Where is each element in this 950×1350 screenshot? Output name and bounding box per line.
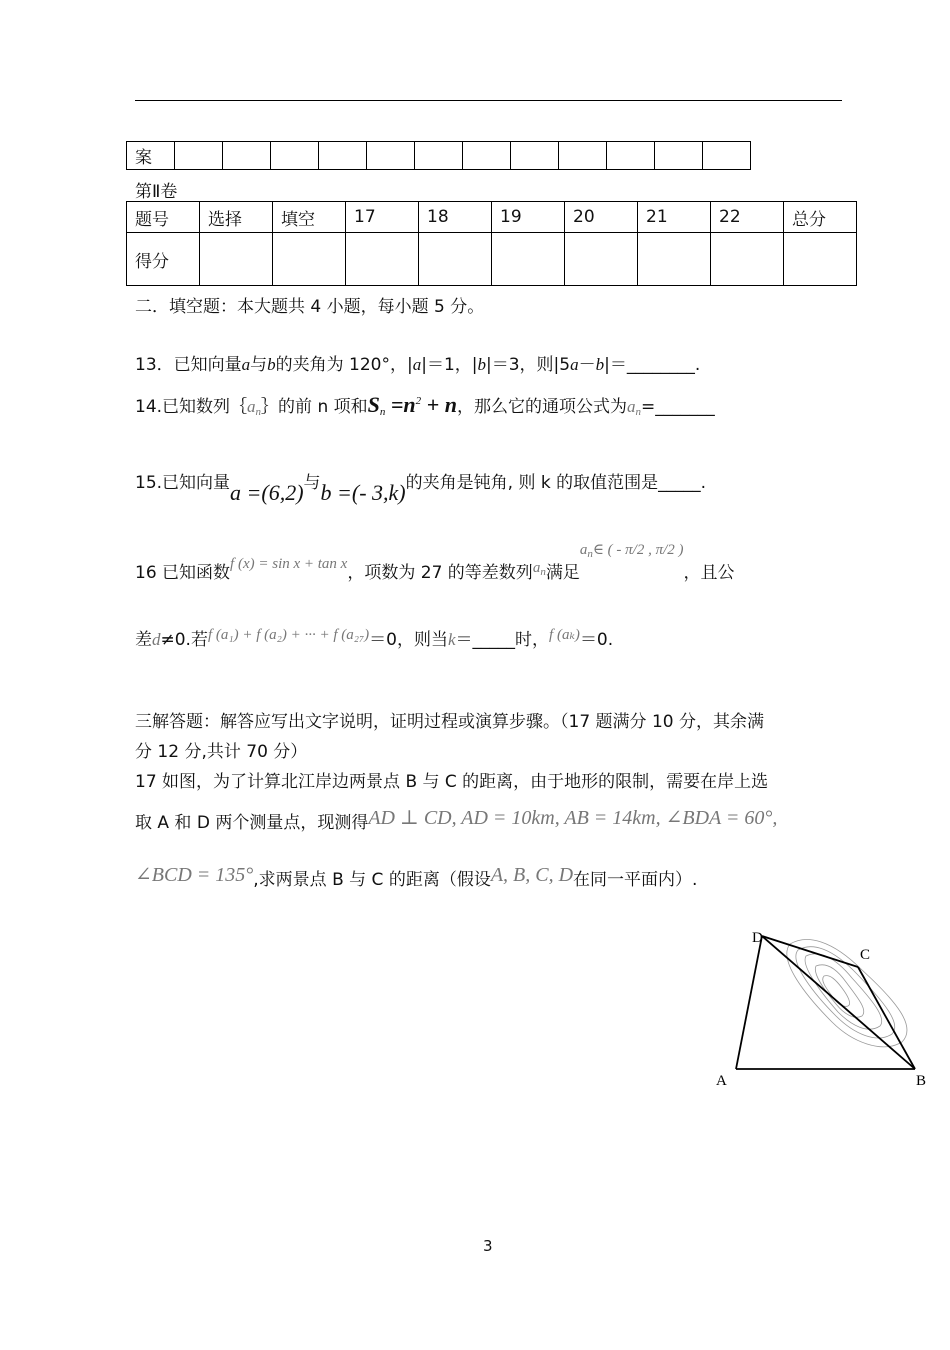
formula-plus: + n bbox=[421, 392, 457, 417]
question-16-line2 bbox=[135, 625, 613, 650]
edge-ad bbox=[736, 936, 762, 1069]
subscript-n: n bbox=[255, 406, 262, 418]
q14-text: 14.已知数列｛ bbox=[135, 397, 248, 417]
label-d: D bbox=[752, 930, 763, 946]
score-header-cell: 21 bbox=[638, 202, 711, 233]
sum-s: S bbox=[367, 392, 380, 417]
score-header-cell: 题号 bbox=[127, 202, 200, 233]
q16-text: ＝0. bbox=[579, 630, 614, 650]
question-17-line2 bbox=[135, 808, 777, 834]
label-a: A bbox=[716, 1073, 727, 1089]
score-cell bbox=[200, 233, 273, 286]
figure-edges bbox=[736, 936, 915, 1069]
terrain-contours bbox=[787, 940, 907, 1047]
q13-text: |＝3，则|5 bbox=[486, 355, 571, 375]
q13-text: 的夹角为 120°，| bbox=[275, 355, 413, 375]
q16-text: 16 已知函数 bbox=[135, 563, 231, 583]
superscript-2: 2 bbox=[415, 395, 422, 407]
q13-text: |＝________. bbox=[604, 355, 701, 375]
subscript-n: n bbox=[635, 406, 641, 418]
answer-cell bbox=[223, 142, 271, 170]
angle-bcd: ∠BCD = 135° bbox=[135, 864, 254, 886]
score-cell bbox=[346, 233, 419, 286]
q17-text: ,求两景点 B 与 C 的距离（假设 bbox=[253, 870, 491, 890]
q17-text: 取 A 和 D 两个测量点，现测得 bbox=[135, 813, 369, 833]
answer-cell bbox=[271, 142, 319, 170]
score-header-row bbox=[127, 202, 857, 233]
section3-line1: 三解答题：解答应写出文字说明，证明过程或演算步骤。（17 题满分 10 分，其余满 bbox=[135, 712, 764, 732]
page-number: 3 bbox=[483, 1237, 493, 1255]
quadrilateral-figure bbox=[712, 922, 934, 1092]
answer-cell bbox=[655, 142, 703, 170]
q17-text: 在同一平面内）. bbox=[573, 870, 698, 890]
answer-row bbox=[127, 142, 751, 170]
sum-expression: f (a₁) + f (a₂) + ··· + f (a₂₇) bbox=[207, 627, 370, 643]
question-17-line1: 17 如图，为了计算北江岸边两景点 B 与 C 的距离，由于地形的限制，需要在岸上选 bbox=[135, 772, 769, 792]
score-header-cell: 22 bbox=[711, 202, 784, 233]
q14-text: =_______ bbox=[640, 397, 715, 417]
score-cell bbox=[419, 233, 492, 286]
edge-cb bbox=[858, 967, 915, 1069]
score-cell bbox=[273, 233, 346, 286]
q13-text: |＝1，| bbox=[421, 355, 478, 375]
subscript-n: n bbox=[540, 566, 546, 578]
q16-text: ，项数为 27 的等差数列 bbox=[347, 563, 533, 583]
answer-cell bbox=[415, 142, 463, 170]
q16-text: ，且公 bbox=[683, 563, 735, 583]
sequence-an: a bbox=[579, 542, 588, 558]
q14-text: ，那么它的通项公式为 bbox=[456, 397, 627, 417]
vector-a: a bbox=[570, 355, 579, 374]
conditions: AD ⊥ CD, AD = 10km, AB = 14km, ∠BDA = 60°, bbox=[368, 807, 778, 829]
formula-eq: =n bbox=[385, 392, 416, 417]
score-cell bbox=[565, 233, 638, 286]
q16-text: 满足 bbox=[545, 563, 580, 583]
score-header-cell: 17 bbox=[346, 202, 419, 233]
answer-table bbox=[126, 141, 751, 170]
answer-cell bbox=[319, 142, 367, 170]
label-b: B bbox=[916, 1073, 927, 1089]
question-13 bbox=[135, 350, 700, 375]
q13-text: 13．已知向量 bbox=[135, 355, 242, 375]
vector-b-def: b =(- 3,k) bbox=[320, 480, 406, 505]
score-header-cell: 20 bbox=[565, 202, 638, 233]
answer-cell bbox=[559, 142, 607, 170]
sequence-a: a bbox=[247, 397, 256, 416]
q16-text: 差 bbox=[135, 630, 152, 650]
vector-b: b bbox=[267, 355, 276, 374]
edge-dc bbox=[762, 936, 858, 967]
question-15 bbox=[135, 468, 707, 505]
answer-row-label: 案 bbox=[127, 142, 175, 170]
q14-text: ｝的前 n 项和 bbox=[261, 397, 368, 417]
vector-b: b bbox=[595, 355, 605, 374]
score-header-cell: 总分 bbox=[784, 202, 857, 233]
interval: ∈ ( - π/2 , π/2 ) bbox=[592, 542, 684, 558]
q15-text: 15.已知向量 bbox=[135, 473, 231, 493]
score-table bbox=[126, 201, 857, 286]
var-d: d bbox=[152, 630, 161, 649]
section2-title: 第Ⅱ卷 bbox=[135, 182, 178, 202]
q16-text: ＝_____时， bbox=[455, 630, 550, 650]
sequence-a: a bbox=[626, 397, 636, 416]
score-header-cell: 填空 bbox=[273, 202, 346, 233]
score-cell bbox=[638, 233, 711, 286]
q15-text: 的夹角是钝角, 则 k 的取值范围是_____. bbox=[405, 473, 707, 493]
score-header-cell: 选择 bbox=[200, 202, 273, 233]
points-list: A, B, C, D bbox=[490, 864, 574, 886]
q16-text: ≠0.若 bbox=[160, 630, 208, 650]
question-16-line1 bbox=[135, 542, 735, 584]
subscript-n: n bbox=[379, 406, 386, 418]
header-rule bbox=[135, 100, 842, 101]
score-header-cell: 19 bbox=[492, 202, 565, 233]
score-header-cell: 18 bbox=[419, 202, 492, 233]
score-cell bbox=[492, 233, 565, 286]
vector-a: a bbox=[241, 355, 251, 374]
answer-cell bbox=[511, 142, 559, 170]
q13-text: 与 bbox=[250, 355, 268, 375]
q13-minus: － bbox=[578, 355, 596, 375]
q16-text: ＝0，则当 bbox=[369, 630, 448, 650]
diagonal-db bbox=[762, 936, 915, 1069]
section3-line2: 分 12 分,共计 70 分） bbox=[135, 742, 308, 762]
score-cell bbox=[784, 233, 857, 286]
answer-cell bbox=[607, 142, 655, 170]
f-ak: f (aₖ) bbox=[549, 627, 580, 643]
var-k: k bbox=[448, 630, 456, 649]
q15-text: 与 bbox=[303, 473, 321, 493]
subscript-n: n bbox=[587, 548, 593, 560]
function-def: f (x) = sin x + tan x bbox=[230, 556, 348, 572]
answer-cell bbox=[703, 142, 751, 170]
question-17-line3 bbox=[135, 865, 697, 891]
answer-cell bbox=[175, 142, 223, 170]
answer-cell bbox=[367, 142, 415, 170]
sequence-an: a bbox=[532, 560, 541, 576]
question-14 bbox=[135, 392, 715, 418]
vector-a-def: a =(6,2) bbox=[230, 480, 304, 505]
answer-cell bbox=[463, 142, 511, 170]
score-row-label: 得分 bbox=[127, 233, 200, 286]
score-cell bbox=[711, 233, 784, 286]
label-c: C bbox=[860, 947, 871, 963]
vector-a: a bbox=[412, 355, 422, 374]
score-value-row bbox=[127, 233, 857, 286]
vector-b: b bbox=[477, 355, 487, 374]
fill-in-header: 二．填空题：本大题共 4 小题，每小题 5 分。 bbox=[135, 297, 485, 317]
